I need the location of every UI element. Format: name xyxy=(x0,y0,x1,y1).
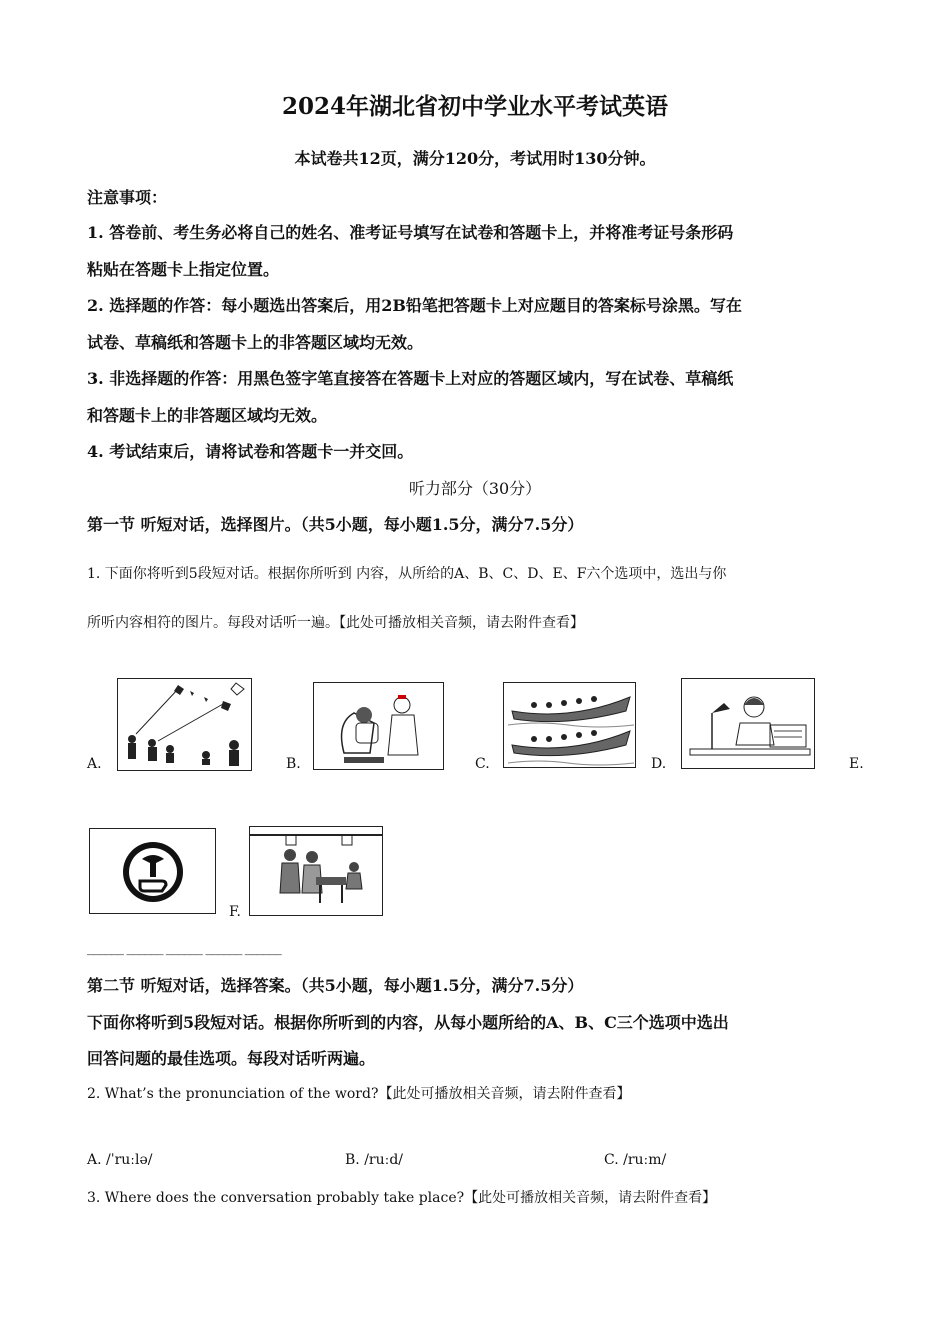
notice-line: 粘贴在答题卡上指定位置。 xyxy=(87,260,280,279)
option-label-a: A. xyxy=(87,756,102,772)
section1-instruction: 所听内容相符的图片。每段对话听一遍。【此处可播放相关音频，请去附件查看】 xyxy=(87,615,584,631)
picture-b-dentist xyxy=(313,682,444,770)
exam-info: 本试卷共12页，满分120分，考试用时130分钟。 xyxy=(294,149,656,168)
picture-d-student-studying xyxy=(681,678,815,769)
notice-line: 试卷、草稿纸和答题卡上的非答题区域均无效。 xyxy=(87,333,424,352)
notice-heading: 注意事项： xyxy=(87,188,168,207)
page-title: 2024年湖北省初中学业水平考试英语 xyxy=(281,93,668,120)
picture-f-giving-seat xyxy=(249,826,383,916)
notice-line: 4. 考试结束后，请将试卷和答题卡一并交回。 xyxy=(87,442,414,461)
section2-instruction: 下面你将听到5段短对话。根据你所听到的内容，从每小题所给的A、B、C三个选项中选出 xyxy=(87,1013,729,1032)
notice-line: 3. 非选择题的作答：用黑色签字笔直接答在答题卡上对应的答题区域内，写在试卷、草稿纸 xyxy=(87,369,734,388)
picture-c-dragon-boat-race xyxy=(503,682,636,768)
section1-instruction: 1. 下面你将听到5段短对话。根据你所听到 内容，从所给的A、B、C、D、E、F六个选项中，选出与你 xyxy=(87,566,727,582)
notice-line: 2. 选择题的作答：每小题选出答案后，用2B铅笔把答题卡上对应题目的答案标号涂黑。写在 xyxy=(87,296,742,315)
notice-line: 1. 答卷前、考生务必将自己的姓名、准考证号填写在试卷和答题卡上，并将准考证号条形码 xyxy=(87,223,734,242)
question-2: 2. What’s the pronunciation of the word?【此处可播放相关音频，请去附件查看】 xyxy=(87,1086,631,1102)
option-label-d: D. xyxy=(651,756,667,772)
picture-a-kite-flying xyxy=(117,678,252,771)
listening-heading: 听力部分（30分） xyxy=(408,479,542,498)
question-3: 3. Where does the conversation probably take place?【此处可播放相关音频，请去附件查看】 xyxy=(87,1190,717,1206)
option-label-b: B. xyxy=(286,756,301,772)
section2-instruction: 回答问题的最佳选项。每段对话听两遍。 xyxy=(87,1049,376,1068)
answer-blanks[interactable]: ______ ______ ______ ______ ______ xyxy=(87,940,281,956)
section2-heading: 第二节 听短对话，选择答案。（共5小题，每小题1.5分，满分7.5分） xyxy=(87,976,584,995)
q2-option-b[interactable]: B. /ruːd/ xyxy=(345,1152,404,1168)
option-label-e: E. xyxy=(849,756,864,772)
q2-option-c[interactable]: C. /ruːm/ xyxy=(604,1152,667,1168)
option-label-c: C. xyxy=(475,756,490,772)
notice-line: 和答题卡上的非答题区域均无效。 xyxy=(87,406,328,425)
q2-option-a[interactable]: A. /ˈruːlə/ xyxy=(87,1152,153,1168)
picture-e-sign xyxy=(89,828,216,914)
section1-heading: 第一节 听短对话，选择图片。（共5小题，每小题1.5分，满分7.5分） xyxy=(87,515,584,534)
option-label-f: F. xyxy=(229,904,241,920)
